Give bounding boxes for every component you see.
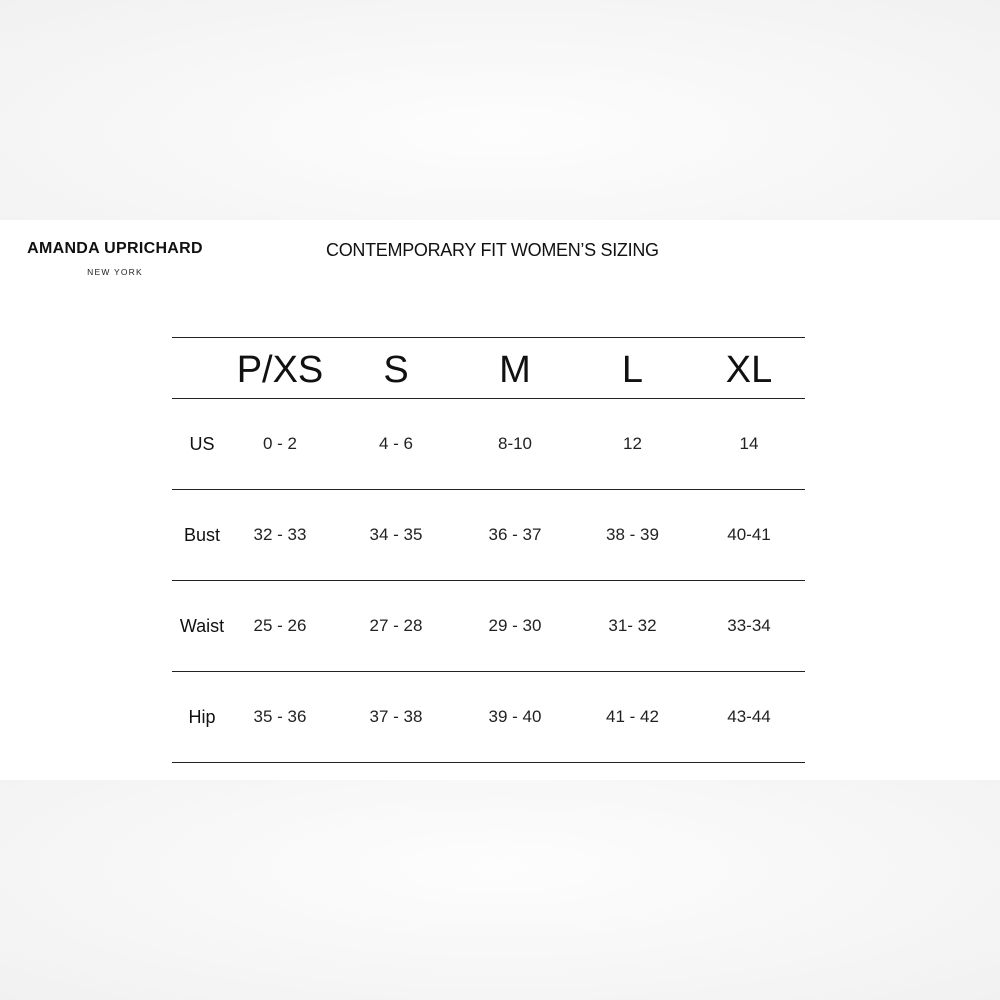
header-corner: [172, 338, 226, 399]
cell-us-pxs: 0 - 2: [262, 434, 298, 453]
background-top: [0, 0, 1000, 220]
cell-bust-l: 38 - 39: [606, 525, 659, 544]
cell-hip-m: 39 - 40: [488, 707, 542, 726]
cell-bust-pxs: 32 - 33: [253, 525, 307, 544]
row-label-bust: Bust: [183, 524, 221, 545]
cell-hip-pxs: 35 - 36: [253, 707, 307, 726]
size-table: [172, 337, 805, 763]
size-header-row: [172, 338, 805, 399]
size-header-pxs: P/XS: [236, 348, 324, 391]
table-row-waist: [172, 581, 805, 672]
size-chart-sheet: [0, 220, 1000, 780]
cell-waist-xl: 33-34: [727, 616, 771, 635]
background-bottom: [0, 780, 1000, 1000]
cell-bust-s: 34 - 35: [369, 525, 423, 544]
brand-logo-city: NEW YORK: [87, 267, 143, 277]
cell-us-xl: 14: [739, 434, 759, 453]
table-row-hip: [172, 672, 805, 763]
cell-us-l: 12: [623, 434, 642, 453]
table-row-us: [172, 399, 805, 490]
brand-logo-name: AMANDA UPRICHARD: [27, 240, 203, 257]
size-header-l: L: [621, 348, 644, 391]
cell-bust-xl: 40-41: [727, 525, 771, 544]
row-label-waist: Waist: [179, 615, 225, 636]
cell-us-m: 8-10: [497, 434, 533, 453]
cell-hip-xl: 43-44: [727, 707, 771, 726]
size-header-s: S: [383, 348, 409, 391]
cell-hip-l: 41 - 42: [606, 707, 659, 726]
cell-waist-m: 29 - 30: [488, 616, 542, 635]
cell-waist-l: 31- 32: [608, 616, 657, 635]
size-header-m: M: [499, 348, 531, 391]
cell-hip-s: 37 - 38: [369, 707, 423, 726]
cell-bust-m: 36 - 37: [488, 525, 542, 544]
size-header-xl: XL: [725, 348, 773, 391]
cell-waist-s: 27 - 28: [369, 616, 423, 635]
cell-waist-pxs: 25 - 26: [253, 616, 307, 635]
row-label-hip: Hip: [188, 706, 216, 727]
table-row-bust: [172, 490, 805, 581]
page-title: CONTEMPORARY FIT WOMEN’S SIZING: [326, 240, 659, 260]
row-label-us: US: [189, 433, 215, 454]
cell-us-s: 4 - 6: [378, 434, 414, 453]
